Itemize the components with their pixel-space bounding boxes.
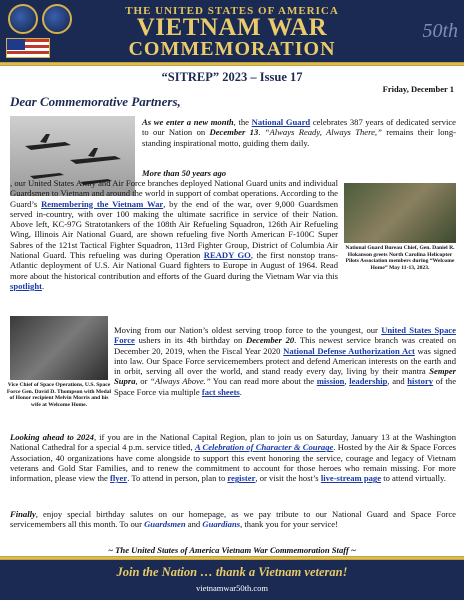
header-title: VIETNAM WAR	[136, 14, 328, 41]
footer-website-link[interactable]: vietnamwar50th.com	[196, 583, 268, 593]
p2-text: , by the end of the war, over 9,000 Guardsmen served in-country, with over 100 making the ultimate sacrifice in service of their Nation. Above left, KC-97G Stratotankers of the 108th Air Refueling Squadron, 126th Air Refueling Wing, Illinois Air National Guard, are shown refueling five North American F-100C Super Sabres of the 121st Tactical Fighter Squadron, 113rd Fighter Group, District of Columbia Air National Guard. This refueling was during Operation	[10, 198, 339, 261]
history-link[interactable]: history	[407, 376, 434, 387]
fiftieth-badge: 50th	[422, 20, 458, 42]
issue-title: “SITREP” 2023 – Issue 17	[161, 70, 303, 84]
p4-text: , or visit the host’s	[255, 473, 321, 484]
p1-date: December 13	[209, 127, 259, 138]
p3-text: , or	[135, 376, 151, 387]
spotlight-link[interactable]: spotlight	[10, 280, 42, 291]
header-top-text: THE UNITED STATES OF AMERICA	[125, 5, 339, 17]
p3-text: You can read more about the	[210, 376, 317, 387]
p3-text: , and	[387, 376, 408, 387]
p2-text: , our United States Army and Air Force branches deployed National Guard units and individual Guardsmen to Vietnam and around the world in support of combat operations. According to the Guard’s	[10, 178, 338, 209]
p2-text: , the first nonstop trans-Atlantic deployment of U.S. Air National Guard fighters to Europe in August of 1964. Read more about the historical contribution and efforts of the Guard during the Vietnam War via this	[10, 250, 338, 281]
staff-signature: ~ The United States of America Vietnam War Commemoration Staff ~	[108, 545, 356, 555]
p1-text: , the	[233, 117, 252, 127]
register-link[interactable]: register	[227, 473, 256, 484]
greeting: Dear Commemorative Partners,	[10, 94, 181, 109]
p2-text: .	[42, 280, 45, 291]
celebration-link[interactable]: A Celebration of Character & Courage	[194, 442, 334, 453]
p3-text: . This newest service branch was created on December 20, 2019, when the Fiscal Year 2020	[114, 335, 456, 356]
paragraph-history-lead	[142, 168, 456, 178]
p3-motto: Semper Supra	[114, 366, 456, 387]
live-stream-link[interactable]: live-stream page	[320, 473, 382, 484]
issue-date: Friday, December 1	[382, 84, 454, 94]
national-guard-link[interactable]: National Guard	[251, 117, 311, 127]
leadership-link[interactable]: leadership	[349, 376, 388, 387]
ndaa-link[interactable]: National Defense Authorization Act	[283, 345, 415, 356]
p4-lead: Looking ahead to 2024	[10, 432, 94, 442]
p3-text: was signed into law. Our Space Force servicemembers protect and defend American interests on the earth and in orbit, serving all over the world, and stand ready every day, living by their mantra	[114, 345, 457, 377]
space-force-ceremony-photo	[10, 316, 108, 380]
mission-link[interactable]: mission	[316, 376, 345, 387]
p3-text: of the Space Force via multiple	[114, 376, 457, 397]
p4-text: . To attend in person, plan to	[127, 473, 228, 484]
p5-text: , enjoy special birthday salutes on our homepage, as we pay tribute to our National Guard and Space Force servicemembers all this month. To our	[10, 509, 456, 530]
header-divider	[0, 62, 464, 66]
paragraph-finally	[10, 509, 456, 530]
p5-lead: Finally	[10, 509, 36, 519]
p4-text: , if you are in the National Capital Region, plan to join us on Saturday, January 13 at the Washington National Cathedral for a special 4 p.m. service titled,	[10, 432, 456, 453]
p1-motto: “Always Ready, Always There,”	[264, 127, 382, 138]
paragraph-space-force	[114, 325, 456, 421]
p4-text: to attend virtually.	[381, 473, 446, 484]
paragraph-looking-ahead	[10, 432, 456, 483]
remembering-vietnam-link[interactable]: Remembering the Vietnam War	[41, 198, 164, 209]
fact-sheets-link[interactable]: fact sheets	[201, 386, 240, 397]
photo-caption-space-force: Vice Chief of Space Operations, U.S. Space Force Gen. David D. Thompson with Medal of Honor recipient Melvin Morris and his wife at Welcome Home.	[6, 382, 112, 408]
p1-text: .	[258, 127, 265, 138]
guardsmen-text: Guardsmen	[144, 519, 186, 530]
guardians-text: Guardians	[202, 519, 241, 530]
p1-text: remains their long-standing inspirational motto, guiding them daily.	[142, 127, 457, 148]
paragraph-national-guard-history	[10, 178, 339, 291]
flyer-link[interactable]: flyer	[110, 473, 128, 484]
p3-text: ushers in its 4th birthday on	[134, 335, 247, 346]
p5-text: and	[185, 519, 203, 530]
p2-lead: More than 50 years ago	[142, 168, 227, 178]
paragraph-national-guard	[142, 117, 456, 148]
header-subtitle: COMMEMORATION	[128, 38, 336, 60]
p3-text: .	[239, 386, 242, 397]
p3-text: Moving from our Nation’s oldest serving troop force to the youngest, our	[114, 325, 382, 335]
p1-lead: As we enter a new month	[142, 117, 234, 127]
space-force-link[interactable]: United States Space Force	[114, 325, 456, 346]
p3-date: December 20	[246, 335, 295, 346]
p4-text: . Hosted by the Air & Space Forces Association, 40 organizations have come alongside to support this event honoring the service, courage and legacy of Vietnam veterans and Gold Star Families, and to renew the commitment to account for those heroes who remain missing. For more information, please view the	[10, 442, 456, 484]
p3-motto: “Always Above.”	[150, 376, 211, 387]
photo-caption-guard: National Guard Bureau Chief, Gen. Daniel R. Hokanson greets North Carolina Helicopter Pilots Association members during “Welcome Home” May 11-13, 2023.	[345, 245, 455, 271]
footer-slogan: Join the Nation … thank a Vietnam veteran!	[116, 565, 348, 579]
p3-text: ,	[344, 376, 350, 387]
p1-text: celebrates 387 years of dedicated service to our Nation on	[142, 117, 456, 138]
national-guard-chief-photo	[344, 183, 456, 243]
ready-go-link[interactable]: READY GO	[203, 250, 251, 261]
p5-text: , thank you for your service!	[240, 519, 338, 530]
